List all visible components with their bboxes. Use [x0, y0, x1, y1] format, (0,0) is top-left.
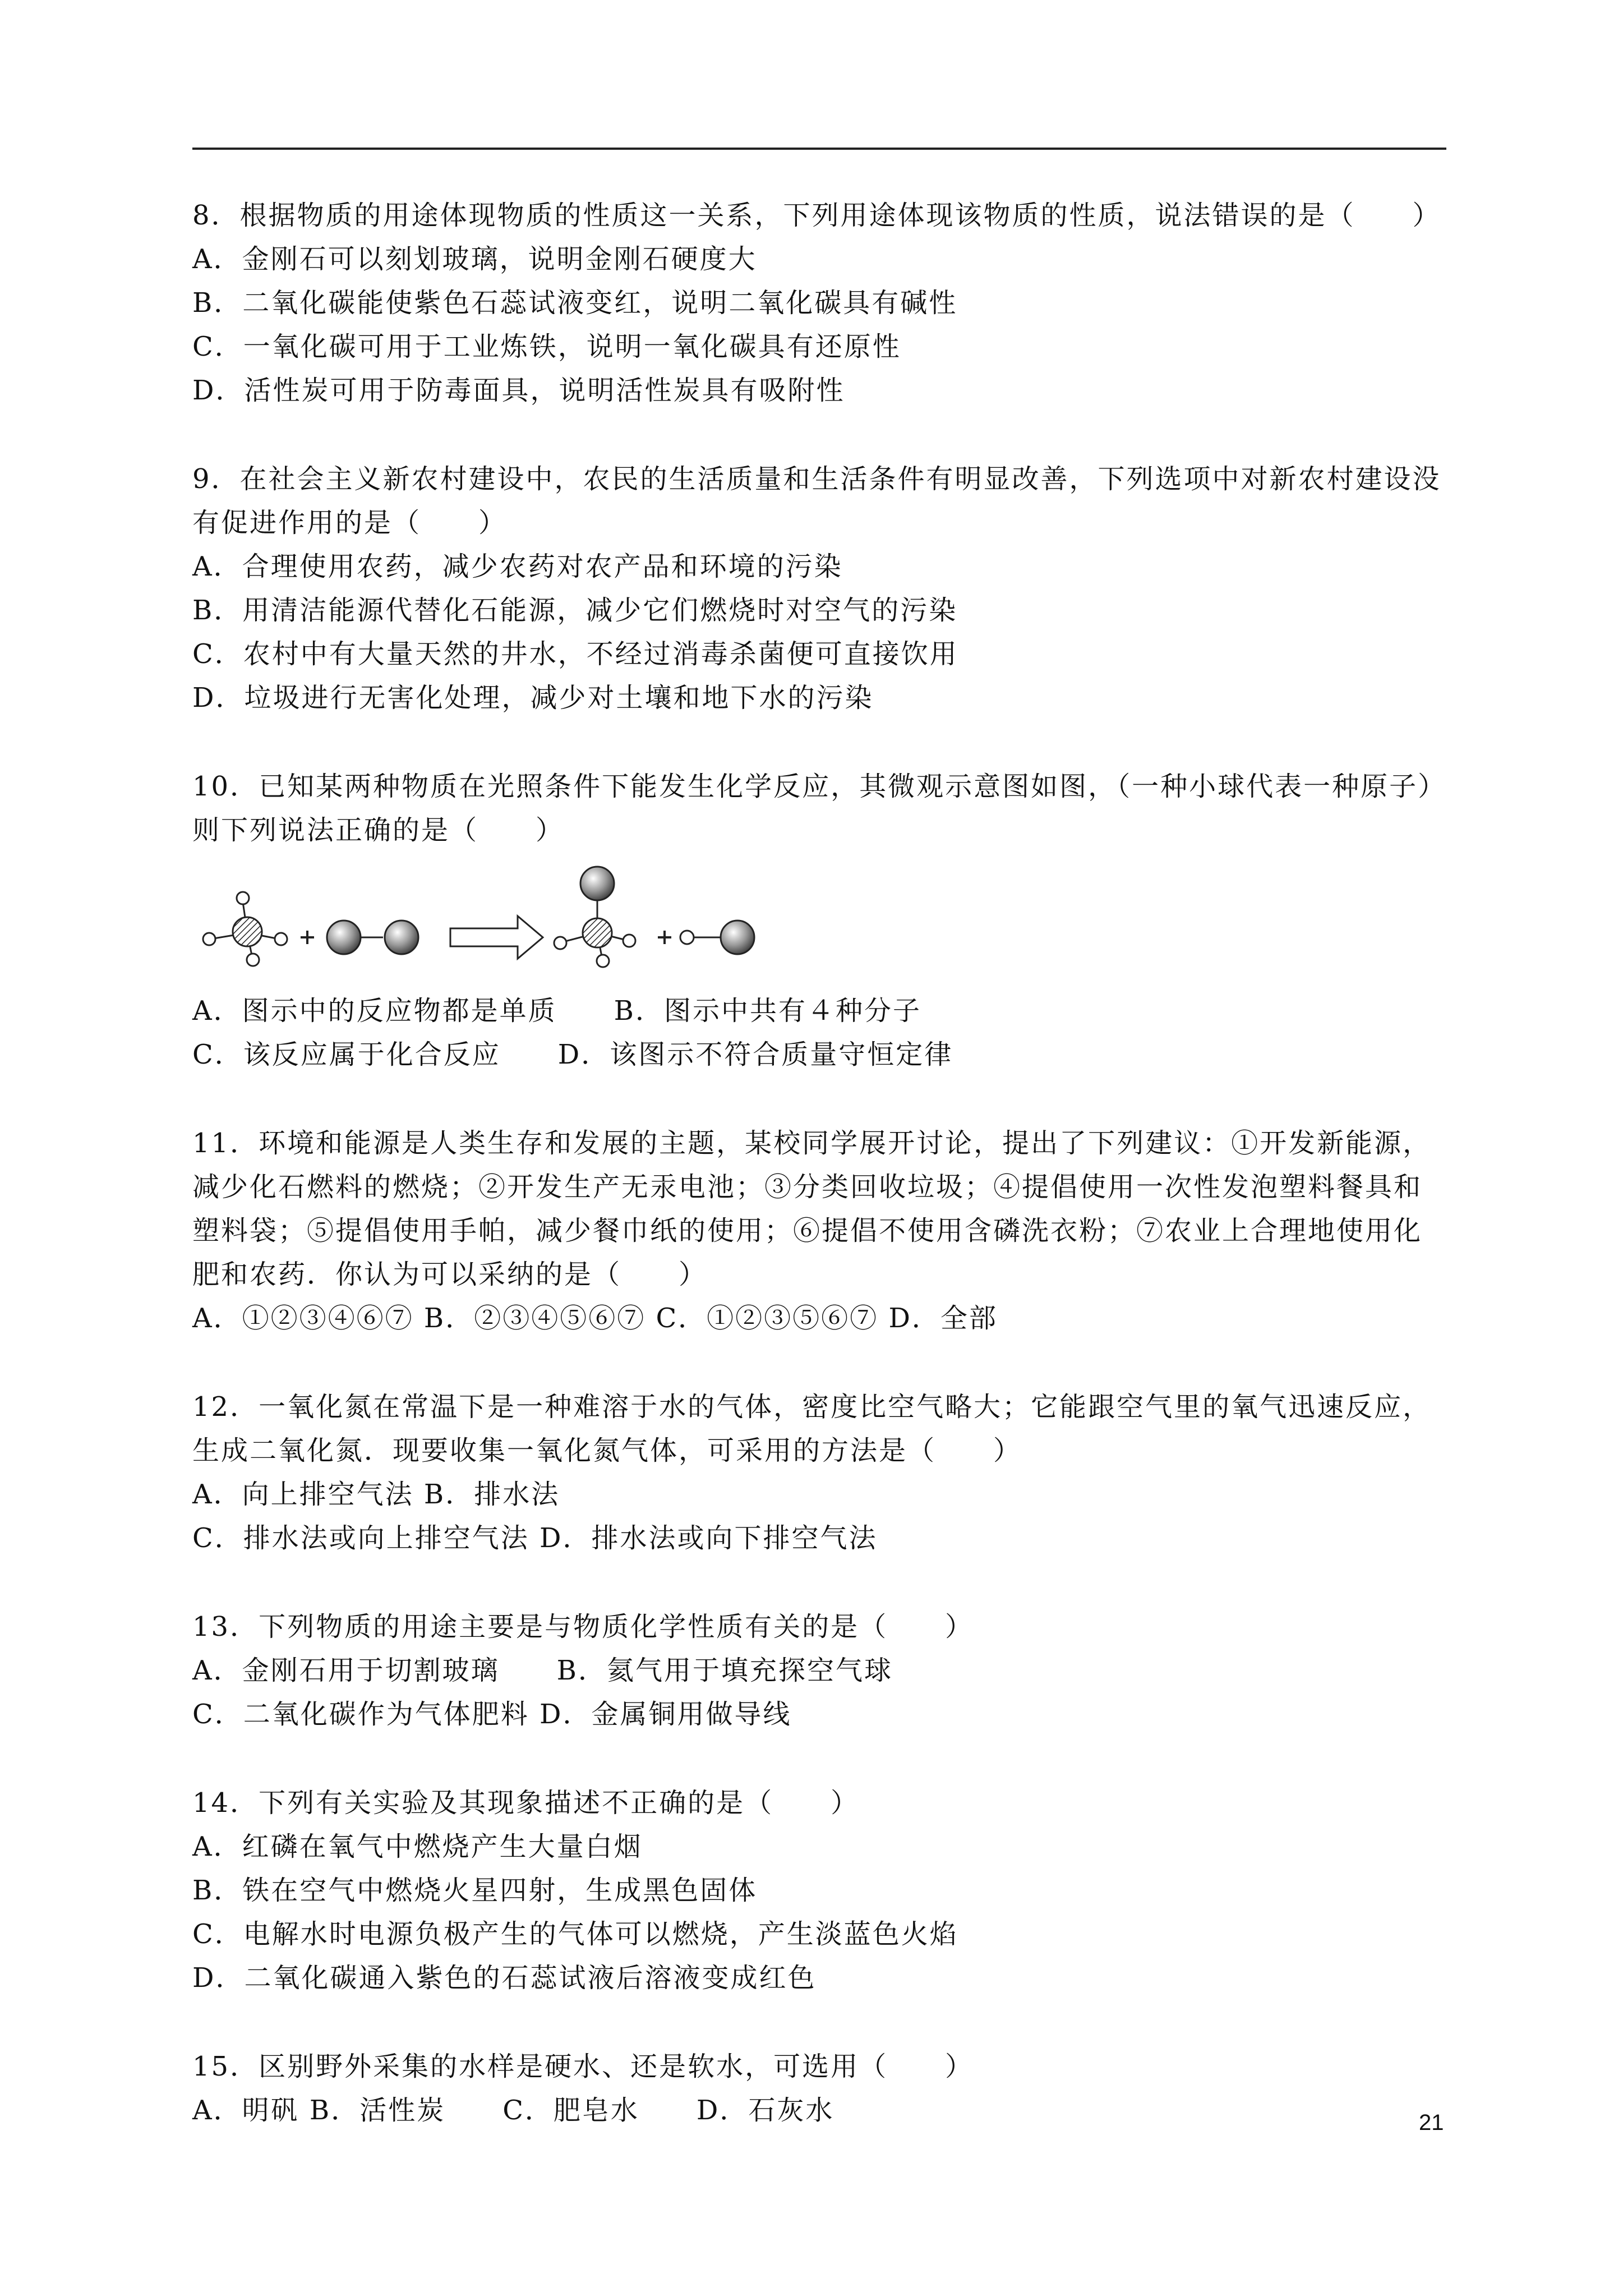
reactant-molecule-2	[327, 921, 418, 954]
options-line: A．图示中的反应物都是单质 B．图示中共有４种分子	[192, 995, 921, 1027]
options	[192, 1473, 1446, 1560]
option-a: A．合理使用农药，减少农药对农产品和环境的污染	[192, 551, 843, 582]
stem-line: 塑料袋；⑤提倡使用手帕，减少餐巾纸的使用；⑥提倡不使用含磷洗衣粉；⑦农业上合理地使用化	[192, 1215, 1423, 1246]
stem-line: 10．已知某两种物质在光照条件下能发生化学反应，其微观示意图如图，（一种小球代表一种原子）	[192, 771, 1447, 802]
question-8	[192, 194, 1446, 412]
options	[192, 989, 1446, 1076]
question-stem	[192, 1605, 1446, 1649]
question-stem	[192, 457, 1446, 545]
stem-line: 则下列说法正确的是（ ）	[192, 815, 565, 846]
stem-line: 14．下列有关实验及其现象描述不正确的是（ ）	[192, 1787, 860, 1819]
question-stem	[192, 765, 1446, 852]
option-a: A．金刚石可以刻划玻璃，说明金刚石硬度大	[192, 243, 757, 275]
stem-line: 13．下列物质的用途主要是与物质化学性质有关的是（ ）	[192, 1611, 974, 1642]
question-15	[192, 2045, 1446, 2132]
stem-line: 8．根据物质的用途体现物质的性质这一关系，下列用途体现该物质的性质，说法错误的是（ ）	[192, 200, 1441, 231]
options-line: A．向上排空气法 B．排水法	[192, 1479, 560, 1510]
stem-line: 15．区别野外采集的水样是硬水、还是软水，可选用（ ）	[192, 2051, 974, 2082]
stem-line: 11．环境和能源是人类生存和发展的主题，某校同学展开讨论，提出了下列建议：①开发新能源，	[192, 1128, 1432, 1159]
options-line: A．①②③④⑥⑦ B．②③④⑤⑥⑦ C．①②③⑤⑥⑦ D．全部	[192, 1303, 998, 1334]
question-stem	[192, 1385, 1446, 1473]
option-b: B．二氧化碳能使紫色石蕊试液变红，说明二氧化碳具有碱性	[192, 287, 958, 319]
product-molecule-2	[680, 921, 754, 954]
option-c: C．一氧化碳可用于工业炼铁，说明一氧化碳具有还原性	[192, 331, 901, 362]
question-13	[192, 1605, 1446, 1736]
options	[192, 237, 1446, 412]
stem-line: 肥和农药．你认为可以采纳的是（ ）	[192, 1259, 708, 1290]
option-d: D．活性炭可用于防毒面具，说明活性炭具有吸附性	[192, 375, 845, 406]
option-c: C．电解水时电源负极产生的气体可以燃烧，产生淡蓝色火焰	[192, 1918, 958, 1950]
question-10	[192, 765, 1446, 1076]
product-molecule-1	[554, 867, 635, 967]
plus-sign	[658, 931, 671, 944]
question-stem	[192, 194, 1446, 237]
question-stem	[192, 1781, 1446, 1825]
options-line: C．排水法或向上排空气法 D．排水法或向下排空气法	[192, 1522, 878, 1554]
option-b: B．用清洁能源代替化石能源，减少它们燃烧时对空气的污染	[192, 595, 958, 626]
options	[192, 1296, 1446, 1340]
reaction-diagram	[192, 860, 1446, 978]
question-stem	[192, 1121, 1446, 1296]
question-stem	[192, 2045, 1446, 2088]
options-line: A．金刚石用于切割玻璃 B．氦气用于填充探空气球	[192, 1655, 893, 1686]
question-9	[192, 457, 1446, 720]
options-line: C．二氧化碳作为气体肥料 D．金属铜用做导线	[192, 1699, 792, 1730]
header-rule	[192, 148, 1446, 150]
option-b: B．铁在空气中燃烧火星四射，生成黑色固体	[192, 1875, 758, 1906]
option-d: D．垃圾进行无害化处理，减少对土壤和地下水的污染	[192, 682, 874, 714]
molecular-reaction-figure	[192, 860, 809, 978]
plus-sign	[301, 931, 314, 944]
options-line: A．明矾 B．活性炭 C．肥皂水 D．石灰水	[192, 2095, 834, 2126]
stem-line: 12．一氧化氮在常温下是一种难溶于水的气体，密度比空气略大；它能跟空气里的氧气迅速反应，	[192, 1391, 1432, 1423]
options	[192, 2088, 1446, 2132]
options	[192, 1649, 1446, 1736]
options	[192, 545, 1446, 720]
options	[192, 1825, 1446, 2000]
question-14	[192, 1781, 1446, 2000]
option-c: C．农村中有大量天然的井水，不经过消毒杀菌便可直接饮用	[192, 638, 958, 670]
page-number: 21	[1419, 2110, 1444, 2135]
stem-line: 9．在社会主义新农村建设中，农民的生活质量和生活条件有明显改善，下列选项中对新农村建设没	[192, 463, 1441, 495]
reactant-molecule-1	[203, 892, 287, 966]
question-12	[192, 1385, 1446, 1560]
stem-line: 有促进作用的是（ ）	[192, 507, 508, 539]
question-11	[192, 1121, 1446, 1340]
question-list	[192, 194, 1446, 2177]
option-d: D．二氧化碳通入紫色的石蕊试液后溶液变成红色	[192, 1962, 817, 1994]
stem-line: 减少化石燃料的燃烧；②开发生产无汞电池；③分类回收垃圾；④提倡使用一次性发泡塑料餐具和	[192, 1171, 1423, 1203]
option-a: A．红磷在氧气中燃烧产生大量白烟	[192, 1831, 643, 1862]
stem-line: 生成二氧化氮．现要收集一氧化氮气体，可采用的方法是（ ）	[192, 1435, 1022, 1466]
options-line: C．该反应属于化合反应 D．该图示不符合质量守恒定律	[192, 1039, 953, 1070]
reaction-arrow	[450, 916, 543, 959]
